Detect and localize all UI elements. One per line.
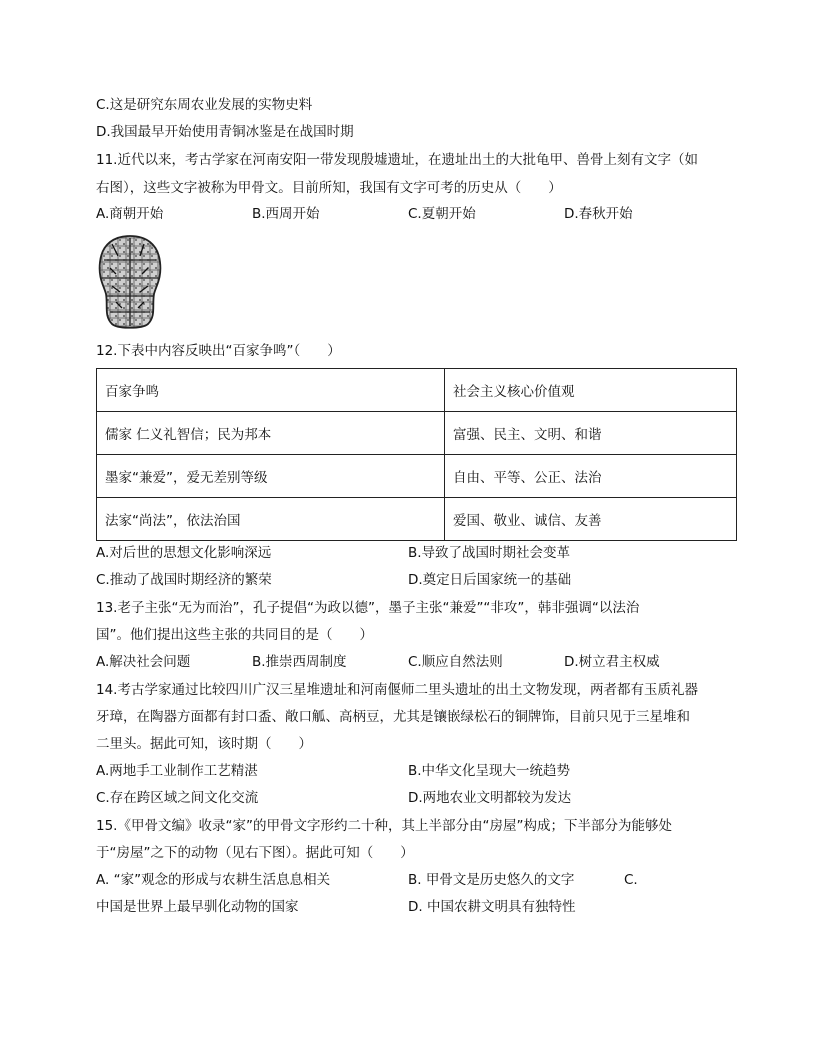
q15-stem-line1: 15.《甲骨文编》收录“家”的甲骨文字形约二十种，其上半部分由“房屋”构成；下半部分为能够处 <box>96 818 672 834</box>
q14-option-a: A.两地手工业制作工艺精湛 <box>96 763 258 779</box>
q11-option-b: B.西周开始 <box>252 206 320 222</box>
q13-option-b: B.推崇西周制度 <box>252 654 347 670</box>
q14-option-c: C.存在跨区域之间文化交流 <box>96 790 259 806</box>
q12-stem: 12.下表中内容反映出“百家争鸣”（ ） <box>96 343 341 359</box>
q10-option-d: D.我国最早开始使用青铜冰鉴是在战国时期 <box>96 124 354 140</box>
q12-comparison-table <box>96 368 737 541</box>
oracle-bone-shell-icon <box>98 234 162 330</box>
table-cell: 爱国、敬业、诚信、友善 <box>445 498 737 541</box>
q13-option-c: C.顺应自然法则 <box>408 654 503 670</box>
q15-option-c-text: 中国是世界上最早驯化动物的国家 <box>96 899 299 915</box>
q15-option-a: A. “家”观念的形成与农耕生活息息相关 <box>96 872 331 888</box>
q14-option-b: B.中华文化呈现大一统趋势 <box>408 763 571 779</box>
q11-stem-line2: 右图），这些文字被称为甲骨文。目前所知，我国有文字可考的历史从（ ） <box>96 180 562 196</box>
q13-stem-line2: 国”。他们提出这些主张的共同目的是（ ） <box>96 627 373 643</box>
table-row <box>97 412 737 455</box>
q10-option-c: C.这是研究东周农业发展的实物史料 <box>96 97 313 113</box>
q15-option-c-label: C. <box>624 872 638 888</box>
q12-option-d: D.奠定日后国家统一的基础 <box>408 572 572 588</box>
q11-option-c: C.夏朝开始 <box>408 206 476 222</box>
table-row <box>97 455 737 498</box>
q14-stem-line2: 牙璋，在陶器方面都有封口盉、敞口觚、高柄豆，尤其是镶嵌绿松石的铜牌饰，目前只见于三星堆和 <box>96 709 690 725</box>
q12-option-a: A.对后世的思想文化影响深远 <box>96 545 272 561</box>
table-cell: 法家“尚法”，依法治国 <box>97 498 445 541</box>
table-cell: 百家争鸣 <box>97 369 445 412</box>
table-cell: 自由、平等、公正、法治 <box>445 455 737 498</box>
table-cell: 社会主义核心价值观 <box>445 369 737 412</box>
table-row <box>97 498 737 541</box>
q11-option-a: A.商朝开始 <box>96 206 164 222</box>
q14-option-d: D.两地农业文明都较为发达 <box>408 790 572 806</box>
q11-option-d: D.春秋开始 <box>564 206 633 222</box>
q11-stem-line1: 11.近代以来，考古学家在河南安阳一带发现殷墟遗址，在遗址出土的大批龟甲、兽骨上刻有文字（如 <box>96 152 698 168</box>
q13-option-a: A.解决社会问题 <box>96 654 191 670</box>
q13-option-d: D.树立君主权威 <box>564 654 660 670</box>
table-cell: 富强、民主、文明、和谐 <box>445 412 737 455</box>
table-cell: 儒家 仁义礼智信；民为邦本 <box>97 412 445 455</box>
table-row <box>97 369 737 412</box>
q15-option-d: D. 中国农耕文明具有独特性 <box>408 899 576 915</box>
q14-stem-line3: 二里头。据此可知，该时期（ ） <box>96 736 312 752</box>
q14-stem-line1: 14.考古学家通过比较四川广汉三星堆遗址和河南偃师二里头遗址的出土文物发现，两者都有玉质礼器 <box>96 682 698 698</box>
q12-option-c: C.推动了战国时期经济的繁荣 <box>96 572 272 588</box>
table-cell: 墨家“兼爱”，爱无差别等级 <box>97 455 445 498</box>
q13-stem-line1: 13.老子主张“无为而治”，孔子提倡“为政以德”，墨子主张“兼爱”“非攻”，韩非强调“以法治 <box>96 600 640 616</box>
q15-stem-line2: 于“房屋”之下的动物（见右下图）。据此可知（ ） <box>96 845 414 861</box>
q15-option-b: B. 甲骨文是历史悠久的文字 <box>408 872 575 888</box>
q12-option-b: B.导致了战国时期社会变革 <box>408 545 571 561</box>
